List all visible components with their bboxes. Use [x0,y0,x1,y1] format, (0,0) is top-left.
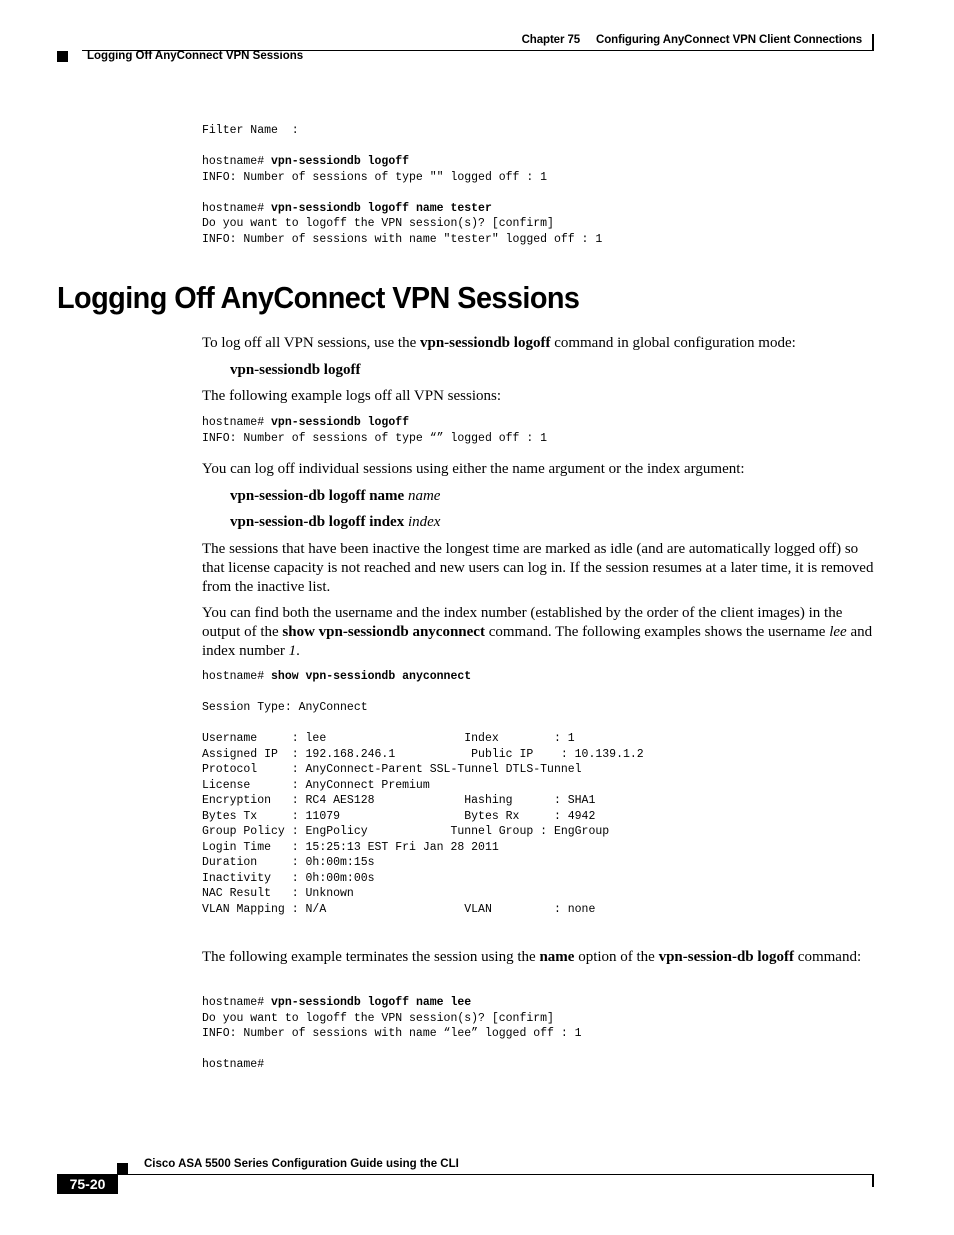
code-block-logoff-all [202,415,547,446]
code-line: INFO: Number of sessions of type “” logged off : 1 [202,431,548,445]
code-command: vpn-sessiondb logoff [271,416,410,429]
idle-sessions-paragraph: The sessions that have been inactive the longest time are marked as idle (and are automatically logged off) so that license capacity is not reached and new users can log in. If the session resumes at a later time, it is removed from the inactive list. [202,541,874,595]
section-title: Logging Off AnyConnect VPN Sessions [57,280,580,315]
code-command: show vpn-sessiondb anyconnect [271,670,472,683]
find-username-paragraph [202,604,874,661]
inline-command: show vpn-sessiondb anyconnect [282,624,485,640]
footer-book-title: Cisco ASA 5500 Series Configuration Guide using the CLI [144,1158,459,1170]
footer-bar [872,1175,874,1187]
individual-sessions-paragraph: You can log off individual sessions using either the name argument or the index argument: [202,461,745,477]
text: and index number [202,624,873,659]
example-intro-paragraph: The following example logs off all VPN sessions: [202,388,502,404]
running-header-section: Logging Off AnyConnect VPN Sessions [87,50,304,62]
command-text: vpn-session-db logoff index [230,514,408,530]
page-number: 75-20 [69,1176,106,1192]
code-block-top [202,123,602,247]
code-line: Assigned IP : 192.168.246.1 Public IP : 10.139.1.2 [202,747,644,761]
code-line: Username : lee Index : 1 [202,732,575,745]
text: command. The following examples shows the username [484,624,830,640]
command-text: vpn-sessiondb logoff [230,362,361,378]
code-line: Protocol : AnyConnect-Parent SSL-Tunnel DTLS-Tunnel [202,763,582,776]
command-argument: name [407,488,441,504]
code-line: Encryption : RC4 AES128 Hashing : SHA1 [202,794,596,807]
code-line: NAC Result : Unknown [202,887,354,900]
code-prompt: hostname# [202,155,272,168]
code-line: INFO: Number of sessions with name "tester" logged off : 1 [202,232,603,246]
code-command: vpn-sessiondb logoff name tester [271,201,492,215]
code-line: Inactivity : 0h:00m:00s [202,871,375,885]
terminate-example-paragraph [202,948,874,967]
code-prompt: hostname# [202,201,272,215]
chapter-title: Configuring AnyConnect VPN Client Connections [596,34,862,46]
code-line: VLAN Mapping : N/A VLAN : none [202,902,596,916]
command-text: vpn-session-db logoff name [230,488,408,504]
code-line: Group Policy : EngPolicy Tunnel Group : EngGroup [202,825,610,838]
code-command: vpn-sessiondb logoff name lee [271,996,472,1009]
code-line: Bytes Tx : 11079 Bytes Rx : 4942 [202,809,596,823]
header-marker [57,51,68,62]
code-line: hostname# [202,1058,265,1071]
code-line: Login Time : 15:25:13 EST Fri Jan 28 2011 [202,840,499,854]
code-block-show-sessions [202,669,644,917]
inline-command: vpn-session-db logoff [658,949,795,965]
code-line: Filter Name : [202,124,299,137]
inline-command: vpn-sessiondb logoff [419,335,551,351]
code-line: License : AnyConnect Premium [202,778,430,792]
code-command: vpn-sessiondb logoff [271,155,410,168]
code-block-logoff-name [202,995,582,1073]
command-syntax-name [230,487,440,506]
chapter-label: Chapter 75 [521,34,581,46]
inline-variable: 1 [288,643,297,659]
running-header-chapter [522,34,862,46]
text: The following example terminates the session using the [202,949,540,965]
code-line: Do you want to logoff the VPN session(s)? [confirm] [202,217,554,230]
code-line: INFO: Number of sessions with name “lee” logged off : 1 [202,1027,582,1040]
inline-option: name [539,949,575,965]
code-prompt: hostname# [202,996,272,1009]
code-prompt: hostname# [202,416,272,429]
code-line: Duration : 0h:00m:15s [202,856,375,869]
code-line: Do you want to logoff the VPN session(s)? [confirm] [202,1011,554,1025]
footer-rule [57,1174,874,1175]
code-prompt: hostname# [202,670,272,683]
intro-paragraph [202,334,874,353]
text: option of the [574,949,659,965]
text: command in global configuration mode: [550,335,796,351]
code-line: Session Type: AnyConnect [202,701,368,714]
text: command: [794,949,862,965]
text: You can find both the username and the index number (established by the order of the client images) in the output of the [202,605,843,640]
text: To log off all VPN sessions, use the [202,335,420,351]
command-syntax-logoff [230,361,360,380]
text: . [296,643,300,659]
command-syntax-index [230,513,440,532]
command-argument: index [407,514,441,530]
code-line: INFO: Number of sessions of type "" logged off : 1 [202,170,548,184]
header-bar [872,34,874,51]
footer-marker [117,1163,128,1174]
inline-variable: lee [829,624,847,640]
